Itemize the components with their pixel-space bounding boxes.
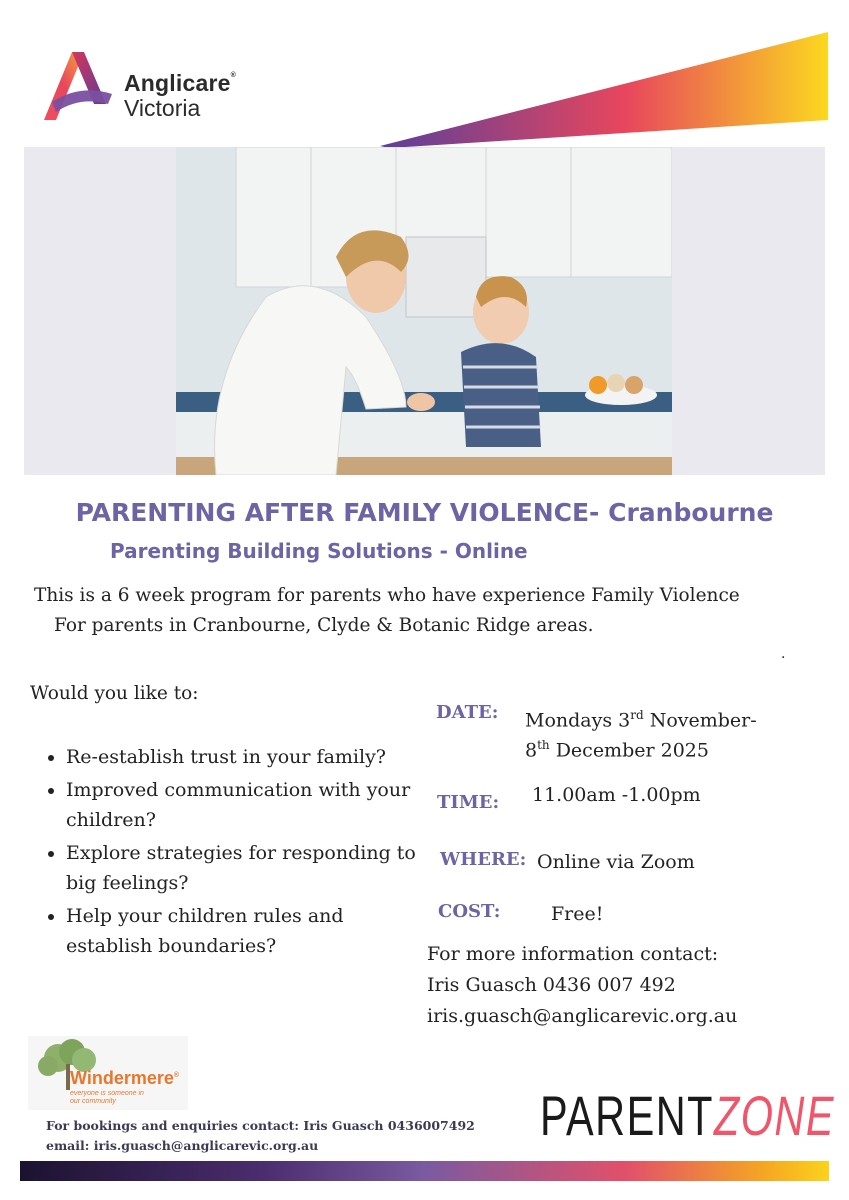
cost-value: Free! [551, 903, 604, 925]
list-item: • Help your children rules and establish boundaries? [66, 901, 426, 962]
list-item: • Improved communication with your children? [66, 775, 426, 836]
anglicare-wordmark [124, 72, 236, 120]
date-value-line-1: Mondays 3rd November- [525, 708, 757, 732]
list-item: • Re-establish trust in your family? [66, 742, 426, 773]
contact-name-phone: Iris Guasch 0436 007 492 [427, 974, 676, 996]
brand-region: Victoria [124, 95, 201, 121]
stray-dot: . [781, 646, 786, 662]
mother-and-child-kitchen-photo [176, 147, 672, 475]
page-subtitle: Parenting Building Solutions - Online [110, 539, 528, 563]
date-label: DATE: [436, 702, 499, 723]
header-swoosh-graphic [380, 30, 828, 148]
contact-email: iris.guasch@anglicarevic.org.au [427, 1005, 738, 1027]
contact-block [427, 939, 737, 1032]
windermere-wordmark: Windermere® [70, 1068, 180, 1088]
windermere-tagline: everyone is someone in our community [70, 1090, 144, 1105]
booking-line-1: For bookings and enquiries contact: Iris Guasch 0436007492 [46, 1118, 475, 1133]
contact-heading: For more information contact: [427, 943, 719, 965]
question-lead: Would you like to: [30, 683, 199, 704]
page-title: PARENTING AFTER FAMILY VIOLENCE- Cranbourne [75, 498, 774, 527]
booking-line-2: email: iris.guasch@anglicarevic.org.au [46, 1138, 319, 1153]
intro-line-2: For parents in Cranbourne, Clyde & Botanic Ridge areas. [54, 615, 594, 636]
list-item: • Explore strategies for responding to big feelings? [66, 838, 426, 899]
anglicare-a-logo-icon [40, 48, 116, 124]
where-value: Online via Zoom [537, 851, 695, 873]
brand-name: Anglicare® [124, 70, 236, 96]
footer-gradient-bar [20, 1161, 829, 1181]
intro-line-1: This is a 6 week program for parents who have experience Family Violence [34, 585, 740, 606]
time-label: TIME: [437, 792, 500, 813]
time-value: 11.00am -1.00pm [532, 784, 701, 806]
cost-label: COST: [438, 901, 501, 922]
date-value-line-2: 8th December 2025 [525, 738, 709, 762]
benefit-list [36, 742, 426, 964]
parentzone-logo: PARENTZONE [540, 1084, 835, 1147]
booking-info [46, 1116, 475, 1156]
where-label: WHERE: [440, 849, 527, 870]
